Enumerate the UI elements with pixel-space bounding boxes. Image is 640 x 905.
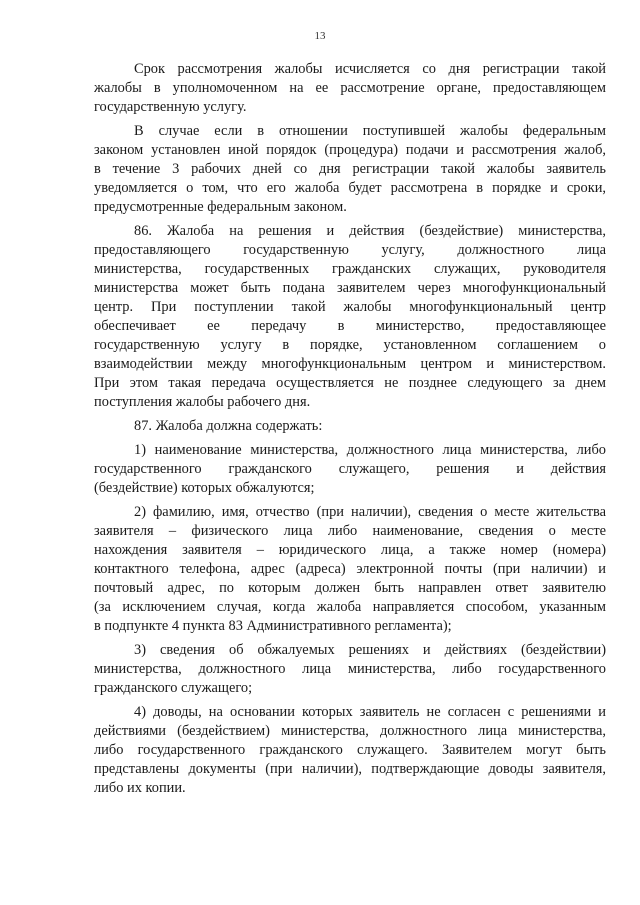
page-number: 13 — [314, 30, 326, 42]
text-line: гражданского служащего; — [94, 680, 253, 696]
text-line: действиями (бездействием) министерства, должностного лица министерства, — [94, 723, 606, 739]
list-item-3 — [94, 641, 606, 698]
text-line: представлены документы (при наличии), подтверждающие доводы заявителя, — [94, 761, 606, 777]
text-line: 1) наименование министерства, должностного лица министерства, либо — [134, 442, 606, 458]
text-line: В случае если в отношении поступившей жалобы федеральным — [134, 123, 606, 139]
text-line: При этом такая передача осуществляется не позднее следующего за днем — [94, 375, 606, 391]
text-line: жалобы в уполномоченном на ее рассмотрение органе, предоставляющем — [94, 80, 606, 96]
text-line: министерства может быть подана заявителем через многофункциональный — [94, 280, 606, 296]
paragraph-87 — [94, 417, 606, 436]
text-line: почтовый адрес, по которым должен быть направлен ответ заявителю — [94, 580, 606, 596]
text-line: обеспечивает ее передачу в министерство, предоставляющее — [94, 318, 606, 334]
list-item-1 — [94, 441, 606, 498]
text-line: взаимодействии между многофункциональным центром и министерством. — [94, 356, 606, 372]
text-line: в подпункте 4 пункта 83 Административного регламента); — [94, 618, 452, 634]
text-line: либо их копии. — [94, 780, 186, 796]
text-line: министерства, должностного лица министерства, либо государственного — [94, 661, 606, 677]
text-line: заявителя – физического лица либо наименование, сведения о месте — [94, 523, 606, 539]
text-line: министерства, государственных гражданских служащих, руководителя — [94, 261, 606, 277]
text-line: поступления жалобы рабочего дня. — [94, 394, 311, 410]
text-line: 3) сведения об обжалуемых решениях и действиях (бездействии) — [134, 642, 606, 658]
text-line: в течение 3 рабочих дней со дня регистрации такой жалобы заявитель — [94, 161, 606, 177]
text-line: либо государственного гражданского служащего. Заявителем могут быть — [94, 742, 606, 758]
text-line: предоставляющего государственную услугу, должностного лица — [94, 242, 606, 258]
list-item-4 — [94, 703, 606, 798]
text-line: 2) фамилию, имя, отчество (при наличии), сведения о месте жительства — [134, 504, 606, 520]
text-line: 86. Жалоба на решения и действия (бездействие) министерства, — [134, 223, 606, 239]
paragraph-review-period — [94, 60, 606, 117]
text-line: законом установлен иной порядок (процедура) подачи и рассмотрения жалоб, — [94, 142, 606, 158]
document-body — [94, 60, 606, 803]
paragraph-federal-law-case — [94, 122, 606, 217]
text-line: уведомляется о том, что его жалоба будет рассмотрена в порядке и сроки, — [94, 180, 606, 196]
text-line: государственного гражданского служащего, решения и действия — [94, 461, 606, 477]
text-line: 4) доводы, на основании которых заявитель не согласен с решениями и — [134, 704, 606, 720]
list-item-2 — [94, 503, 606, 636]
text-line: (за исключением случая, когда жалоба направляется способом, указанным — [94, 599, 606, 615]
text-line: Срок рассмотрения жалобы исчисляется со дня регистрации такой — [134, 61, 606, 77]
paragraph-86 — [94, 222, 606, 412]
text-line: государственную услугу. — [94, 99, 247, 115]
text-line: 87. Жалоба должна содержать: — [134, 418, 323, 434]
text-line: контактного телефона, адрес (адреса) электронной почты (при наличии) и — [94, 561, 606, 577]
text-line: (бездействие) которых обжалуются; — [94, 480, 315, 496]
text-line: нахождения заявителя – юридического лица, а также номер (номера) — [94, 542, 606, 558]
text-line: государственную услугу в порядке, установленном соглашением о — [94, 337, 606, 353]
text-line: центр. При поступлении такой жалобы многофункциональный центр — [94, 299, 606, 315]
text-line: предусмотренные федеральным законом. — [94, 199, 347, 215]
